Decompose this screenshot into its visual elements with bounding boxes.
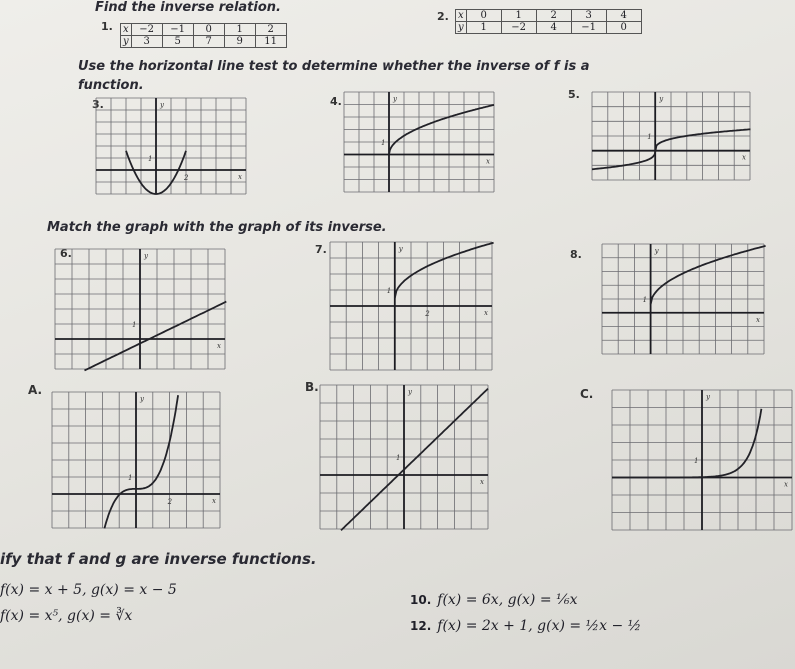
heading-horizontal-line-test: Use the horizontal line test to determine whether the inverse of f is a function. [78, 59, 590, 93]
table-cell: 2 [255, 24, 286, 36]
table-header-cell: y [456, 22, 467, 34]
axis-label-x: x [217, 342, 221, 350]
equation-10-number: 10. [410, 593, 432, 607]
equation-left-1: f(x) = x + 5, g(x) = x − 5 [0, 582, 177, 598]
heading-match-inverse: Match the graph with the graph of its inverse. [47, 220, 387, 235]
axis-label-x: x [756, 315, 760, 324]
graph-3 [96, 98, 246, 194]
axis-label-one: 1 [132, 321, 137, 329]
axis-label-y: y [659, 95, 664, 103]
axis-label-x: x [238, 173, 242, 181]
graph-3-number: 3. [92, 98, 104, 111]
table-cell: −2 [501, 22, 536, 34]
axis-label-y: y [393, 95, 397, 103]
axis-label-x: x [212, 497, 216, 505]
table-cell: 1 [466, 22, 501, 34]
axis-label-one: 1 [128, 474, 133, 482]
problem-1-table [120, 23, 287, 48]
graph-5-number: 5. [568, 88, 580, 101]
heading-find-inverse: Find the inverse relation. [95, 0, 281, 15]
axis-label-one: 1 [386, 287, 392, 295]
equation-left-2: f(x) = x⁵, g(x) = ∛x [0, 608, 133, 624]
equation-12 [410, 618, 641, 634]
function-curve [104, 395, 178, 528]
table-row [121, 36, 287, 48]
graph-4-number: 4. [330, 95, 342, 108]
function-curve [341, 389, 488, 531]
graph-7-number: 7. [315, 243, 327, 256]
axis-label-two: 2 [167, 498, 173, 506]
axis-label-x: x [480, 478, 484, 486]
choice-b-letter: B. [305, 380, 319, 394]
axis-label-one: 1 [642, 296, 648, 304]
table-cell: 0 [606, 22, 641, 34]
function-curve [612, 409, 761, 478]
axis-label-x: x [784, 480, 788, 489]
table-cell: 11 [255, 36, 286, 48]
table-header-cell: x [456, 10, 467, 22]
equation-10 [410, 592, 577, 608]
table-cell: 3 [131, 36, 162, 48]
axis-label-y: y [408, 388, 412, 396]
axis-label-x: x [484, 309, 488, 317]
axis-label-one: 1 [148, 155, 153, 163]
axis-label-y: y [140, 395, 144, 403]
table-cell: 7 [193, 36, 224, 48]
heading-verify-inverse: ify that f and g are inverse functions. [0, 550, 317, 568]
choice-c-letter: C. [580, 387, 594, 401]
table-cell: 5 [162, 36, 193, 48]
table-cell: 1 [224, 24, 255, 36]
table-row [121, 24, 287, 36]
graph-7 [330, 242, 492, 370]
axis-label-two: 2 [184, 174, 189, 182]
axis-label-y: y [144, 252, 148, 260]
axis-label-one: 1 [694, 457, 699, 465]
axis-label-x: x [486, 157, 490, 166]
table-cell: 0 [193, 24, 224, 36]
table-cell: 2 [536, 10, 571, 22]
table-cell: −2 [131, 24, 162, 36]
axis-label-y: y [160, 101, 164, 109]
axis-label-one: 1 [396, 454, 401, 462]
table-cell: 0 [466, 10, 501, 22]
table-cell: 4 [536, 22, 571, 34]
table-cell: −1 [162, 24, 193, 36]
graph-5 [592, 92, 750, 180]
graph-6 [55, 249, 225, 369]
axis-label-y: y [706, 393, 710, 401]
axis-label-y: y [398, 245, 403, 253]
graph-6-number: 6. [60, 247, 72, 260]
axis-label-one: 1 [647, 133, 652, 141]
table-cell: −1 [571, 22, 606, 34]
equation-12-number: 12. [410, 619, 432, 633]
equation-10-text: f(x) = 6x, g(x) = ⅙x [437, 592, 578, 608]
table-header-cell: y [121, 36, 132, 48]
axis-label-one: 1 [381, 139, 386, 147]
table-header-cell: x [121, 24, 132, 36]
table-cell: 9 [224, 36, 255, 48]
problem-2-number: 2. [437, 10, 449, 23]
axis-label-two: 2 [425, 310, 430, 318]
table-row [456, 10, 642, 22]
table-cell: 4 [606, 10, 641, 22]
equation-12-text: f(x) = 2x + 1, g(x) = ½x − ½ [437, 618, 642, 634]
axis-label-x: x [742, 153, 746, 162]
choice-a-letter: A. [28, 383, 43, 397]
graph-c [612, 390, 792, 530]
table-row [456, 22, 642, 34]
problem-1-number: 1. [101, 20, 113, 33]
graph-8-number: 8. [570, 248, 582, 261]
function-curve [651, 246, 766, 305]
problem-2-table [455, 9, 642, 34]
graph-b [320, 385, 488, 529]
table-cell: 1 [501, 10, 536, 22]
graph-8 [602, 244, 764, 354]
graph-a [52, 392, 220, 528]
graph-4 [344, 92, 494, 192]
table-cell: 3 [571, 10, 606, 22]
axis-label-y: y [654, 247, 659, 255]
